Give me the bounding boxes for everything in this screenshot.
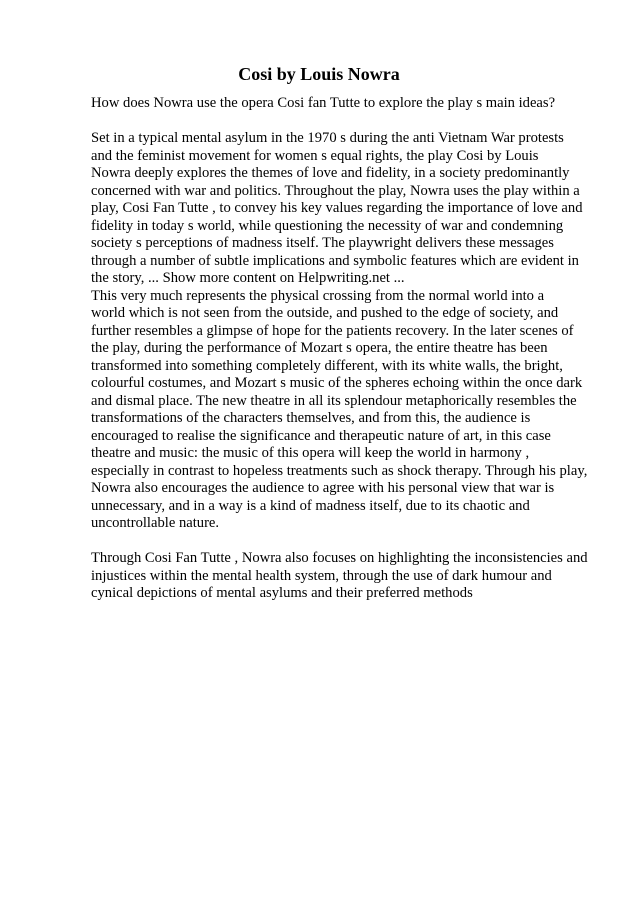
paragraph-1 bbox=[91, 130, 611, 288]
paragraph-2 bbox=[91, 288, 611, 533]
paragraph-line: Through Cosi Fan Tutte , Nowra also focuses on highlighting the inconsistencies and bbox=[91, 550, 588, 566]
paragraph-line: transformed into something completely different, with its white walls, the bright, bbox=[91, 357, 563, 374]
paragraph-3 bbox=[91, 550, 611, 603]
paragraph-line: society s perceptions of madness itself. The playwright delivers these messages bbox=[91, 235, 554, 251]
paragraph-line: This very much represents the physical crossing from the normal world into a bbox=[91, 287, 545, 304]
paragraph-line: encouraged to realise the significance and therapeutic nature of art, in this case bbox=[91, 427, 551, 444]
paragraph-line: Nowra deeply explores the themes of love and fidelity, in a society predominantly bbox=[91, 165, 570, 181]
paragraph-line: through a number of subtle implications and symbolic features which are evident in bbox=[91, 252, 579, 269]
paragraph-line: uncontrollable nature. bbox=[91, 515, 220, 531]
paragraph-line: unnecessary, and in a way is a kind of madness itself, due to its chaotic and bbox=[91, 497, 530, 514]
paragraph-line: transformations of the characters themselves, and from this, the audience is bbox=[91, 410, 531, 426]
essay-question: How does Nowra use the opera Cosi fan Tutte to explore the play s main ideas? bbox=[91, 95, 556, 111]
paragraph-line: fidelity in today s world, while questioning the necessity of war and condemning bbox=[91, 217, 564, 234]
paragraph-line: and dismal place. The new theatre in all its splendour metaphorically resembles the bbox=[91, 392, 577, 409]
paragraph-line: theatre and music: the music of this opera will keep the world in harmony , bbox=[91, 445, 530, 461]
paragraph-line: injustices within the mental health system, through the use of dark humour and bbox=[91, 567, 552, 584]
paragraph-line: especially in contrast to hopeless treatments such as shock therapy. Through his play, bbox=[91, 462, 588, 479]
document-body bbox=[91, 95, 611, 603]
document-title: Cosi by Louis Nowra bbox=[238, 64, 400, 84]
paragraph-spacer bbox=[91, 533, 611, 551]
paragraph-line: cynical depictions of mental asylums and their preferred methods bbox=[91, 585, 473, 601]
paragraph-line: Nowra also encourages the audience to agree with his personal view that war is bbox=[91, 480, 555, 496]
paragraph-line: concerned with war and politics. Throughout the play, Nowra uses the play within a bbox=[91, 182, 580, 199]
paragraph-line: world which is not seen from the outside, and pushed to the edge of society, and bbox=[91, 305, 559, 321]
paragraph-line: and the feminist movement for women s equal rights, the play Cosi by Louis bbox=[91, 147, 539, 164]
paragraph-spacer bbox=[91, 113, 611, 131]
paragraph-line: further resembles a glimpse of hope for the patients recovery. In the later scenes of bbox=[91, 322, 574, 339]
paragraph-line: the play, during the performance of Mozart s opera, the entire theatre has been bbox=[91, 340, 548, 356]
paragraph-line: play, Cosi Fan Tutte , to convey his key values regarding the importance of love and bbox=[91, 200, 583, 216]
paragraph-line: the story, ... Show more content on Helpwriting.net ... bbox=[91, 270, 405, 286]
paragraph-line: colourful costumes, and Mozart s music of the spheres echoing within the once dark bbox=[91, 375, 583, 391]
paragraph-line: Set in a typical mental asylum in the 1970 s during the anti Vietnam War protests bbox=[91, 130, 564, 146]
